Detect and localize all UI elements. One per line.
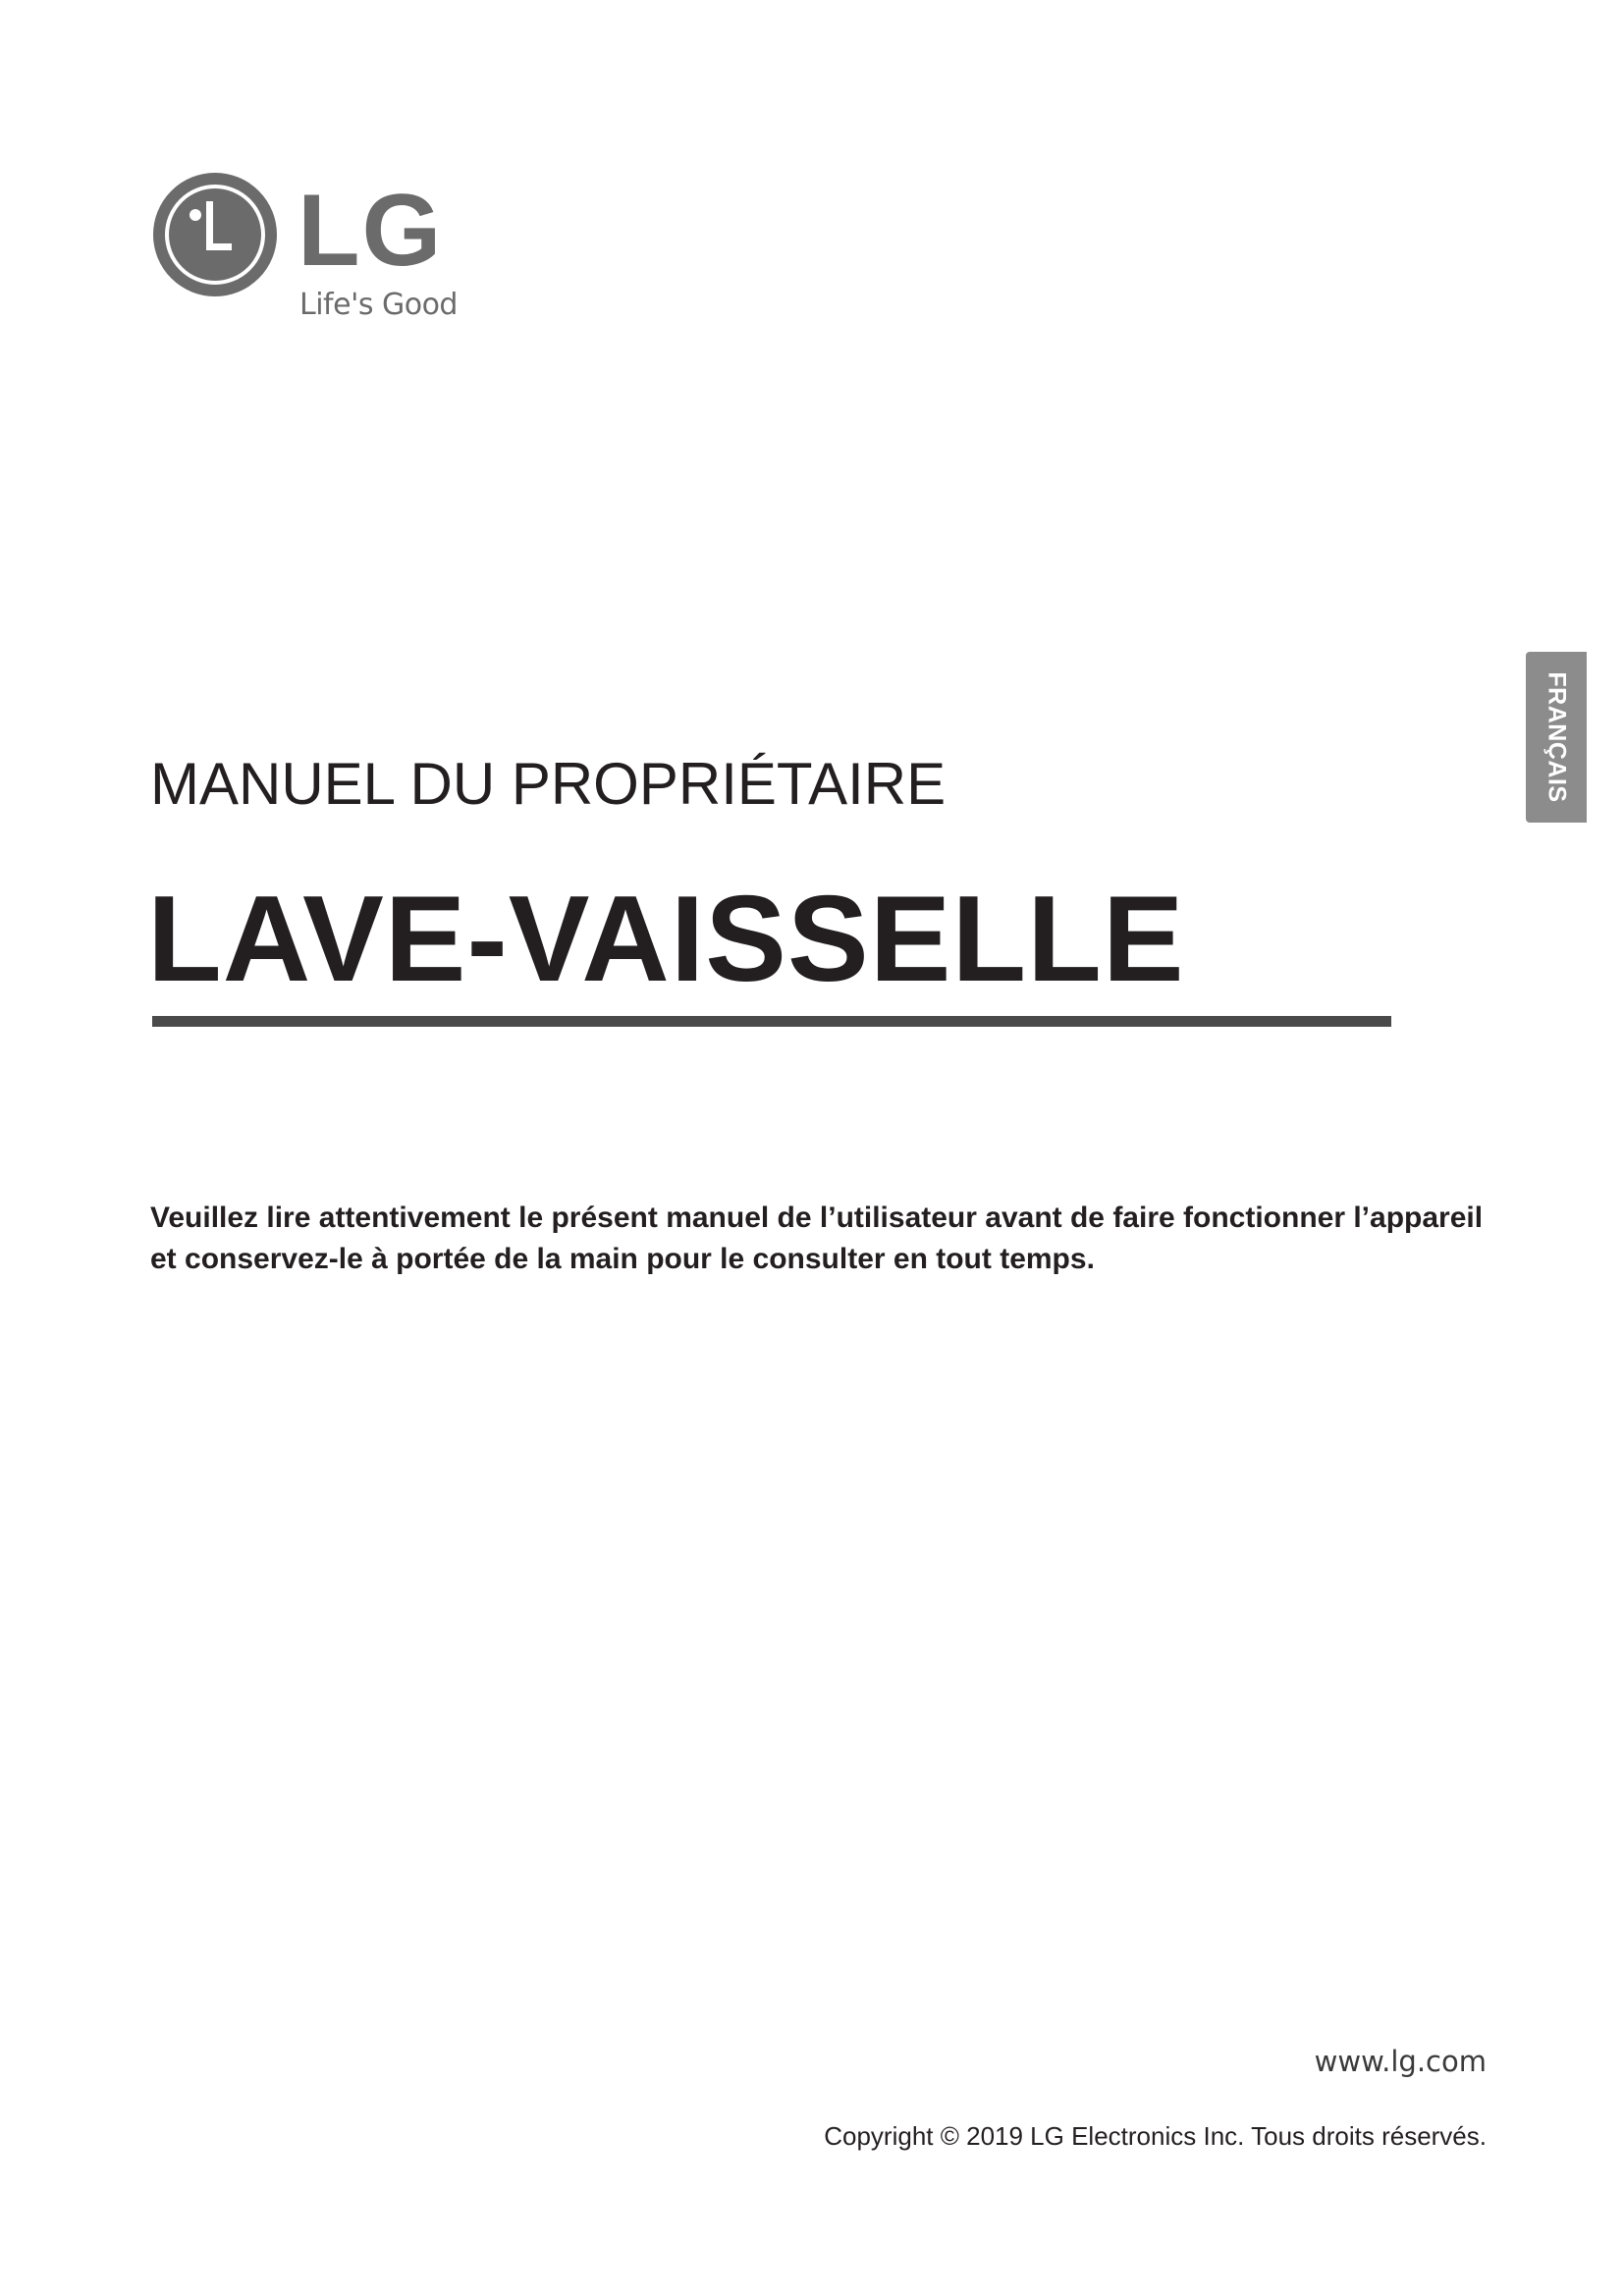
lg-wordmark: LG [298, 174, 444, 288]
brand-tagline: Life's Good [299, 288, 458, 322]
website-url: www.lg.com [1314, 2045, 1487, 2078]
language-tab [1526, 652, 1587, 823]
intro-paragraph: Veuillez lire attentivement le présent manuel de l’utilisateur avant de faire fonctionner l’appareil et conservez-le à portée de la main pour le consulter en tout temps. [150, 1201, 1484, 1275]
lg-face-logo-icon [152, 172, 278, 297]
language-tab-label: FRANÇAIS [1543, 671, 1571, 803]
brand-logo [152, 172, 466, 329]
document-subtitle: MANUEL DU PROPRIÉTAIRE [150, 751, 947, 817]
document-title: LAVE-VAISSELLE [147, 872, 1185, 1007]
copyright-notice: Copyright © 2019 LG Electronics Inc. Tous droits réservés. [824, 2121, 1487, 2151]
title-divider [152, 1016, 1391, 1027]
